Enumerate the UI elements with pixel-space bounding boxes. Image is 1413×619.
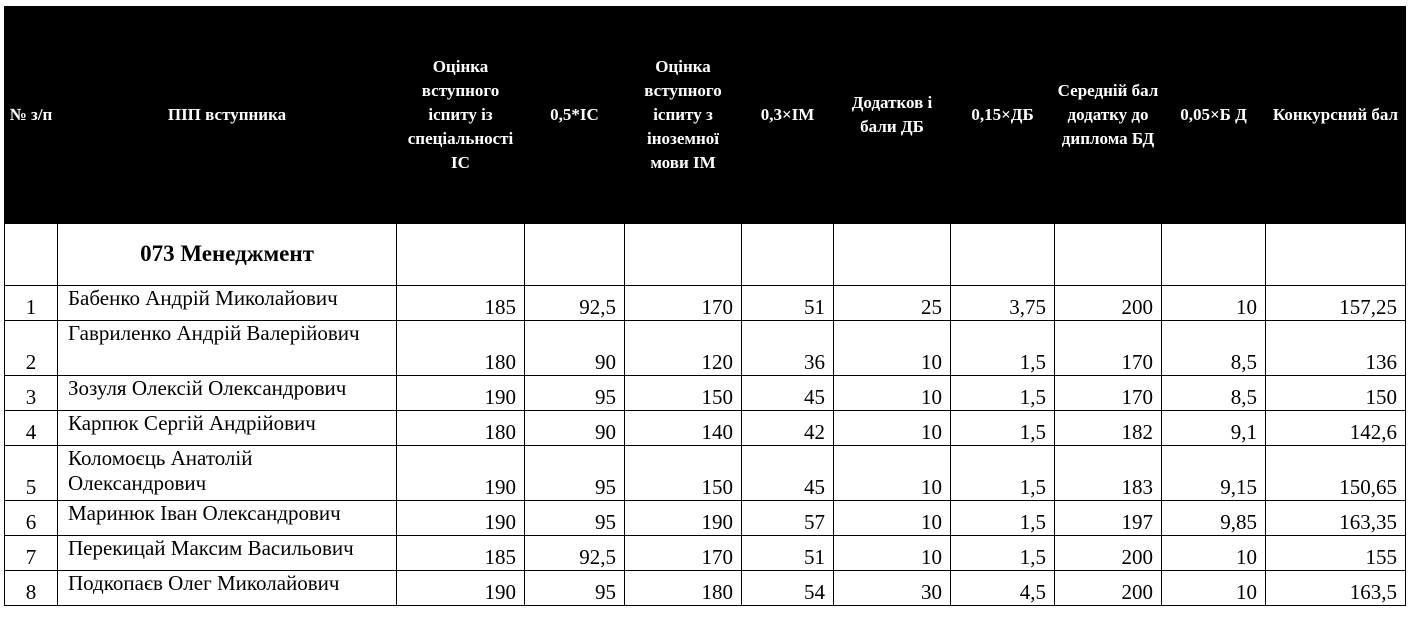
ranking-table xyxy=(4,6,1406,606)
cell-extra-weighted: 1,5 xyxy=(951,446,1055,501)
cell-diploma-average: 200 xyxy=(1055,571,1162,606)
cell-language-weighted: 54 xyxy=(742,571,834,606)
cell-language-exam: 150 xyxy=(625,446,742,501)
cell-specialty-weighted: 92,5 xyxy=(525,536,625,571)
cell-competitive-score: 150 xyxy=(1266,376,1406,411)
cell-diploma-average: 200 xyxy=(1055,536,1162,571)
cell-competitive-score: 150,65 xyxy=(1266,446,1406,501)
cell-diploma-weighted: 10 xyxy=(1162,286,1266,321)
cell-extra-weighted: 1,5 xyxy=(951,321,1055,376)
table-row xyxy=(5,411,1406,446)
cell-competitive-score: 163,35 xyxy=(1266,501,1406,536)
header-row xyxy=(5,7,1406,224)
table-row xyxy=(5,571,1406,606)
section-index-cell xyxy=(5,224,58,286)
cell-diploma-average: 183 xyxy=(1055,446,1162,501)
cell-language-exam: 170 xyxy=(625,286,742,321)
header-language-weighted: 0,3×ІМ xyxy=(742,7,834,224)
cell-specialty-weighted: 90 xyxy=(525,411,625,446)
cell-specialty-exam: 180 xyxy=(397,411,525,446)
cell-name: Гавриленко Андрій Валерійович xyxy=(58,321,397,376)
cell-extra-weighted: 1,5 xyxy=(951,536,1055,571)
table-row xyxy=(5,321,1406,376)
cell-specialty-weighted: 90 xyxy=(525,321,625,376)
table-row xyxy=(5,501,1406,536)
cell-specialty-exam: 190 xyxy=(397,501,525,536)
cell-extra-points: 30 xyxy=(834,571,951,606)
cell-language-weighted: 51 xyxy=(742,286,834,321)
section-row xyxy=(5,224,1406,286)
cell-index: 7 xyxy=(5,536,58,571)
cell-diploma-average: 197 xyxy=(1055,501,1162,536)
cell-language-weighted: 42 xyxy=(742,411,834,446)
cell-diploma-weighted: 8,5 xyxy=(1162,321,1266,376)
header-extra-weighted: 0,15×ДБ xyxy=(951,7,1055,224)
cell-language-exam: 140 xyxy=(625,411,742,446)
cell-extra-points: 10 xyxy=(834,376,951,411)
header-extra-points: Додатков і бали ДБ xyxy=(834,7,951,224)
cell-specialty-weighted: 95 xyxy=(525,446,625,501)
cell-specialty-exam: 180 xyxy=(397,321,525,376)
header-specialty-weighted: 0,5*ІС xyxy=(525,7,625,224)
cell-extra-points: 10 xyxy=(834,501,951,536)
cell-specialty-weighted: 95 xyxy=(525,571,625,606)
cell-specialty-exam: 190 xyxy=(397,446,525,501)
header-diploma-weighted: 0,05×Б Д xyxy=(1162,7,1266,224)
cell-language-exam: 120 xyxy=(625,321,742,376)
cell-index: 1 xyxy=(5,286,58,321)
cell-extra-points: 10 xyxy=(834,321,951,376)
cell-competitive-score: 142,6 xyxy=(1266,411,1406,446)
cell-specialty-weighted: 95 xyxy=(525,376,625,411)
cell-extra-weighted: 1,5 xyxy=(951,501,1055,536)
cell-index: 8 xyxy=(5,571,58,606)
cell-competitive-score: 136 xyxy=(1266,321,1406,376)
cell-language-weighted: 57 xyxy=(742,501,834,536)
cell-competitive-score: 157,25 xyxy=(1266,286,1406,321)
cell-specialty-exam: 190 xyxy=(397,376,525,411)
cell-specialty-exam: 185 xyxy=(397,536,525,571)
cell-extra-weighted: 4,5 xyxy=(951,571,1055,606)
cell-extra-points: 25 xyxy=(834,286,951,321)
table-row xyxy=(5,536,1406,571)
cell-name: Маринюк Іван Олександрович xyxy=(58,501,397,536)
table-row xyxy=(5,376,1406,411)
cell-specialty-exam: 185 xyxy=(397,286,525,321)
cell-name: Подкопаєв Олег Миколайович xyxy=(58,571,397,606)
cell-language-exam: 150 xyxy=(625,376,742,411)
cell-diploma-average: 170 xyxy=(1055,376,1162,411)
cell-extra-points: 10 xyxy=(834,446,951,501)
header-competitive-score: Конкурсний бал xyxy=(1266,7,1406,224)
cell-language-exam: 180 xyxy=(625,571,742,606)
cell-diploma-weighted: 10 xyxy=(1162,571,1266,606)
cell-diploma-average: 170 xyxy=(1055,321,1162,376)
cell-language-weighted: 36 xyxy=(742,321,834,376)
table-row xyxy=(5,286,1406,321)
cell-index: 2 xyxy=(5,321,58,376)
cell-name: Перекицай Максим Васильович xyxy=(58,536,397,571)
cell-specialty-weighted: 95 xyxy=(525,501,625,536)
header-name: ПІП вступника xyxy=(58,7,397,224)
cell-diploma-weighted: 9,85 xyxy=(1162,501,1266,536)
cell-diploma-average: 200 xyxy=(1055,286,1162,321)
table-row xyxy=(5,446,1406,501)
cell-specialty-weighted: 92,5 xyxy=(525,286,625,321)
cell-name: Зозуля Олексій Олександрович xyxy=(58,376,397,411)
cell-extra-weighted: 1,5 xyxy=(951,411,1055,446)
header-diploma-average: Середній бал додатку до диплома БД xyxy=(1055,7,1162,224)
cell-diploma-weighted: 9,1 xyxy=(1162,411,1266,446)
section-title: 073 Менеджмент xyxy=(58,224,397,286)
cell-name: Бабенко Андрій Миколайович xyxy=(58,286,397,321)
ranking-table-wrapper xyxy=(4,6,1406,606)
cell-name: Карпюк Сергій Андрійович xyxy=(58,411,397,446)
cell-diploma-weighted: 10 xyxy=(1162,536,1266,571)
cell-diploma-weighted: 9,15 xyxy=(1162,446,1266,501)
cell-language-weighted: 45 xyxy=(742,376,834,411)
cell-name: Коломоєць Анатолій Олександрович xyxy=(58,446,397,501)
header-language-exam: Оцінка вступного іспиту з іноземної мови ІМ xyxy=(625,7,742,224)
cell-extra-points: 10 xyxy=(834,411,951,446)
header-index: № з/п xyxy=(5,7,58,224)
cell-index: 6 xyxy=(5,501,58,536)
cell-language-weighted: 45 xyxy=(742,446,834,501)
cell-extra-weighted: 3,75 xyxy=(951,286,1055,321)
cell-language-weighted: 51 xyxy=(742,536,834,571)
cell-index: 5 xyxy=(5,446,58,501)
cell-language-exam: 170 xyxy=(625,536,742,571)
cell-competitive-score: 155 xyxy=(1266,536,1406,571)
cell-specialty-exam: 190 xyxy=(397,571,525,606)
cell-diploma-weighted: 8,5 xyxy=(1162,376,1266,411)
cell-competitive-score: 163,5 xyxy=(1266,571,1406,606)
cell-index: 3 xyxy=(5,376,58,411)
cell-language-exam: 190 xyxy=(625,501,742,536)
cell-extra-weighted: 1,5 xyxy=(951,376,1055,411)
cell-extra-points: 10 xyxy=(834,536,951,571)
header-specialty-exam: Оцінка вступного іспиту із спеціальності ІС xyxy=(397,7,525,224)
cell-diploma-average: 182 xyxy=(1055,411,1162,446)
cell-index: 4 xyxy=(5,411,58,446)
